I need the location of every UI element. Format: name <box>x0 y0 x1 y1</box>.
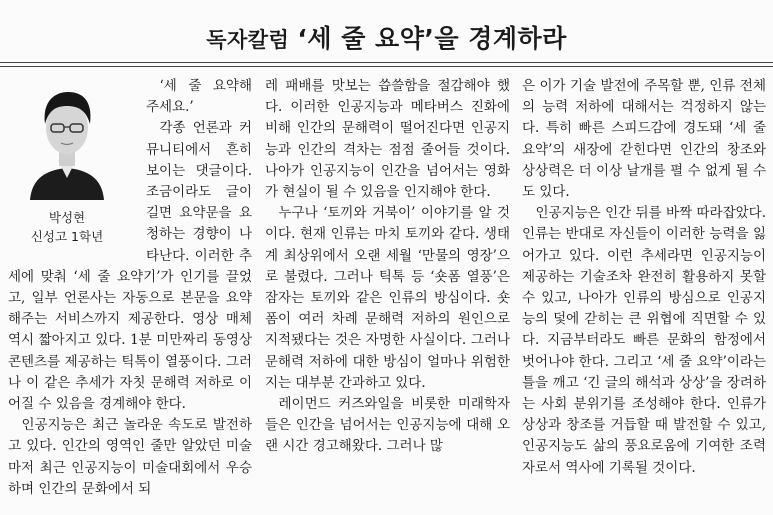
text-column-3 <box>522 76 766 511</box>
headline: ‘세 줄 요약’을 경계하라 <box>297 24 567 53</box>
paragraph: 인공지능은 인간 뒤를 바짝 따라잡았다. 인류는 반대로 자신들이 이러한 능력을 잃어가고 있다. 이런 추세라면 인공지능이 제공하는 기술조차 완전히 활용하지 못할 수 있고, 나아가 인류의 방심으로 인공지능의 덫에 갇히는 큰 위협에 직면할 수 있다. 지금부터라도 빠른 문화의 함정에서 벗어나야 한다. 그리고 ‘세 줄 요약’이라는 틀을 깨고 ‘긴 글의 해석과 상상’을 장려하는 사회 분위기를 조성해야 한다. 인류가 상상과 창조를 거듭할 때 발전할 수 있고, 인공지능도 삶의 풍요로움에 기여한 조력자로서 역사에 기록될 것이다. <box>522 205 766 476</box>
author-affiliation: 신성고 1학년 <box>30 229 104 244</box>
paragraph: 각종 언론과 커뮤니티에서 흔히 보이는 댓글이다. 조금이라도 글이 길면 요약문을 요청하는 경향이 나타난다. 이러한 추세에 맞춰 ‘세 줄 요약기’가 인기를 끌었고, 일부 언론사는 자동으로 본문을 요약해주는 서비스까지 제공한다. 영상 매체 역시 짧아지고 있다. 1분 미만짜리 동영상 콘텐츠를 제공하는 틱톡이 열풍이다. 그러나 이 같은 추세가 자칫 문해력 저하로 이어질 수 있음을 경계해야 한다. <box>8 120 252 413</box>
paragraph: 레 패배를 맛보는 씁쓸함을 절감해야 했다. 이러한 인공지능과 메타버스 진화에 비해 인간의 문해력이 떨어진다면 인공지능과 인간의 격차는 점점 줄어들 것이다. 나아가 인공지능이 인간을 넘어서는 영화가 현실이 될 수 있음을 인지해야 한다. <box>265 78 510 201</box>
article-title <box>0 19 773 55</box>
author-photo <box>22 80 112 200</box>
author-name: 박성현 <box>48 210 86 225</box>
paragraph: 레이먼드 커즈와일을 비롯한 미래학자들은 인간을 넘어서는 인공지능에 대해 오랜 시간 경고해왔다. 그러나 많 <box>265 396 510 455</box>
paragraph: 인공지능은 최근 놀라운 속도로 발전하고 있다. 인간의 영역인 줄만 알았던 미술마저 최근 인공지능이 미술대회에서 우승하며 인간의 문화에서 되 <box>8 417 252 497</box>
divider-line <box>0 62 773 63</box>
text-column-1 <box>8 76 252 511</box>
paragraph: ‘세 줄 요약해 주세요.’ <box>146 78 252 116</box>
paragraph: 누구나 ‘토끼와 거북이’ 이야기를 알 것이다. 현재 인류는 마치 토끼와 같다. 생태계 최상위에서 오랜 세월 ‘만물의 영장’으로 불렸다. 그러나 틱톡 등 ‘숏폼 열풍’은 잠자는 토끼와 같은 인류의 방심이다. 숏폼이 여러 차례 문해력 저하의 원인으로 지적됐다는 것은 자명한 사실이다. 그러나 문해력 저하에 대한 방심이 얼마나 위험한지는 대부분 간과하고 있다. <box>265 205 510 391</box>
column-label: 독자칼럼 <box>206 28 290 52</box>
paragraph: 은 이가 기술 발전에 주목할 뿐, 인류 전체의 능력 저하에 대해서는 걱정하지 않는다. 특히 빠른 스피드감에 경도돼 ‘세 줄 요약’의 새장에 갇힌다면 인간의 창조와 상상력은 더 이상 날개를 펼 수 없게 될 수도 있다. <box>522 78 766 201</box>
divider-line <box>0 66 773 67</box>
byline <box>8 208 126 246</box>
text-column-2 <box>265 76 510 511</box>
author-block <box>8 78 140 258</box>
